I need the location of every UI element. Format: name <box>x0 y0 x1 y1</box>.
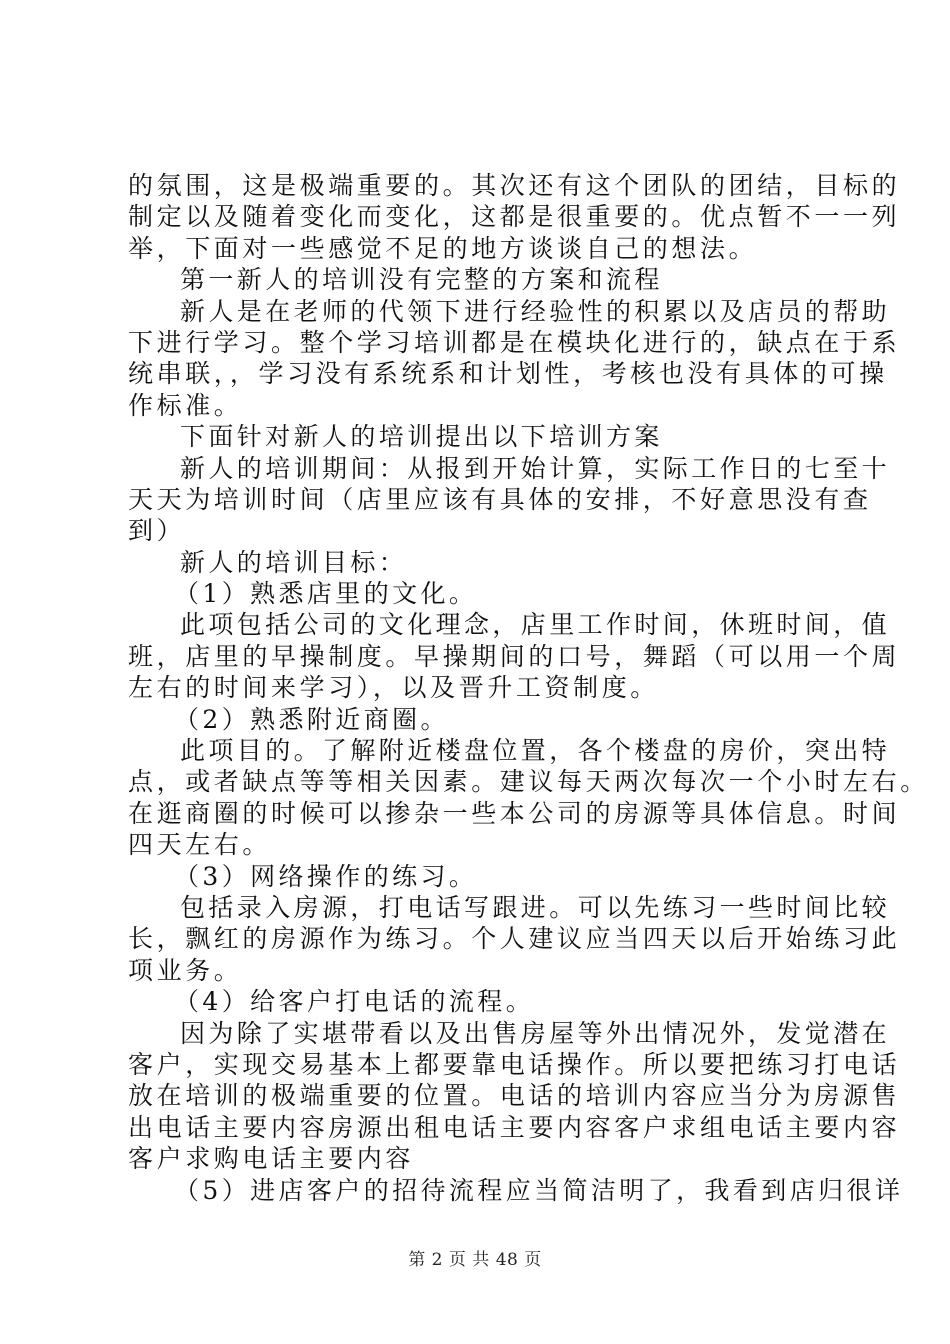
paragraph-start: 此项目的。了解附近楼盘位置，各个楼盘的房价，突出特 <box>180 736 891 766</box>
paragraph-start: 新人的培训期间：从报到开始计算，实际工作日的七至十 <box>180 453 891 483</box>
page-number-footer: 第 2 页 共 48 页 <box>408 1250 542 1270</box>
list-item-heading: （4）给客户打电话的流程。 <box>174 987 535 1017</box>
paragraph-start: 此项包括公司的文化理念，店里工作时间，休班时间，值 <box>180 610 891 640</box>
list-item-heading: （3）网络操作的练习。 <box>174 861 478 891</box>
text-line: 统串联，，学习没有系统系和计划性，考核也没有具体的可操 <box>128 359 888 389</box>
paragraph-start: 因为除了实堪带看以及出售房屋等外出情况外，发觉潜在 <box>180 1018 891 1048</box>
text-line: 制定以及随着变化而变化，这都是很重要的。优点暂不一一列 <box>128 202 901 232</box>
text-line: 项业务。 <box>128 955 243 985</box>
list-item-heading: （5）进店客户的招待流程应当简洁明了，我看到店归很详 <box>174 1175 904 1205</box>
paragraph-start: 新人的培训目标： <box>180 547 408 577</box>
list-item-heading: （2）熟悉附近商圈。 <box>174 704 449 734</box>
text-line: 在逛商圈的时候可以掺杂一些本公司的房源等具体信息。时间 <box>128 798 901 828</box>
text-line: 出电话主要内容房源出租电话主要内容客户求组电话主要内容 <box>128 1112 901 1142</box>
paragraph-start: 包括录入房源，打电话写跟进。可以先练习一些时间比较 <box>180 892 891 922</box>
text-line: 四天左右。 <box>128 830 272 860</box>
body-text <box>128 170 929 1206</box>
text-line: 点，或者缺点等等相关因素。建议每天两次每次一个小时左右。 <box>128 767 929 797</box>
list-item-heading: （1）熟悉店里的文化。 <box>174 579 478 609</box>
text-line: 左右的时间来学习），以及晋升工资制度。 <box>128 673 659 703</box>
text-line: 的氛围，这是极端重要的。其次还有这个团队的团结，目标的 <box>128 171 901 200</box>
text-line: 客户，实现交易基本上都要靠电话操作。所以要把练习打电话 <box>128 1049 901 1079</box>
section-heading: 第一新人的培训没有完整的方案和流程 <box>180 265 663 295</box>
text-line: 客户求购电话主要内容 <box>128 1144 415 1174</box>
text-line: 举，下面对一些感觉不足的地方谈谈自己的想法。 <box>128 233 758 263</box>
section-heading: 下面针对新人的培训提出以下培训方案 <box>180 422 663 452</box>
text-line: 作标准。 <box>128 390 243 420</box>
text-line: 到） <box>128 516 186 546</box>
text-line: 下进行学习。整个学习培训都是在模块化进行的，缺点在于系 <box>128 327 901 357</box>
text-line: 放在培训的极端重要的位置。电话的培训内容应当分为房源售 <box>128 1081 901 1111</box>
text-line: 天天为培训时间（店里应该有具体的安排，不好意思没有查 <box>128 484 872 514</box>
text-line: 班，店里的早操制度。早操期间的口号，舞蹈（可以用一个周 <box>128 641 901 671</box>
text-line: 长，飘红的房源作为练习。个人建议应当四天以后开始练习此 <box>128 924 901 954</box>
paragraph-start: 新人是在老师的代领下进行经验性的积累以及店员的帮助 <box>180 296 891 326</box>
